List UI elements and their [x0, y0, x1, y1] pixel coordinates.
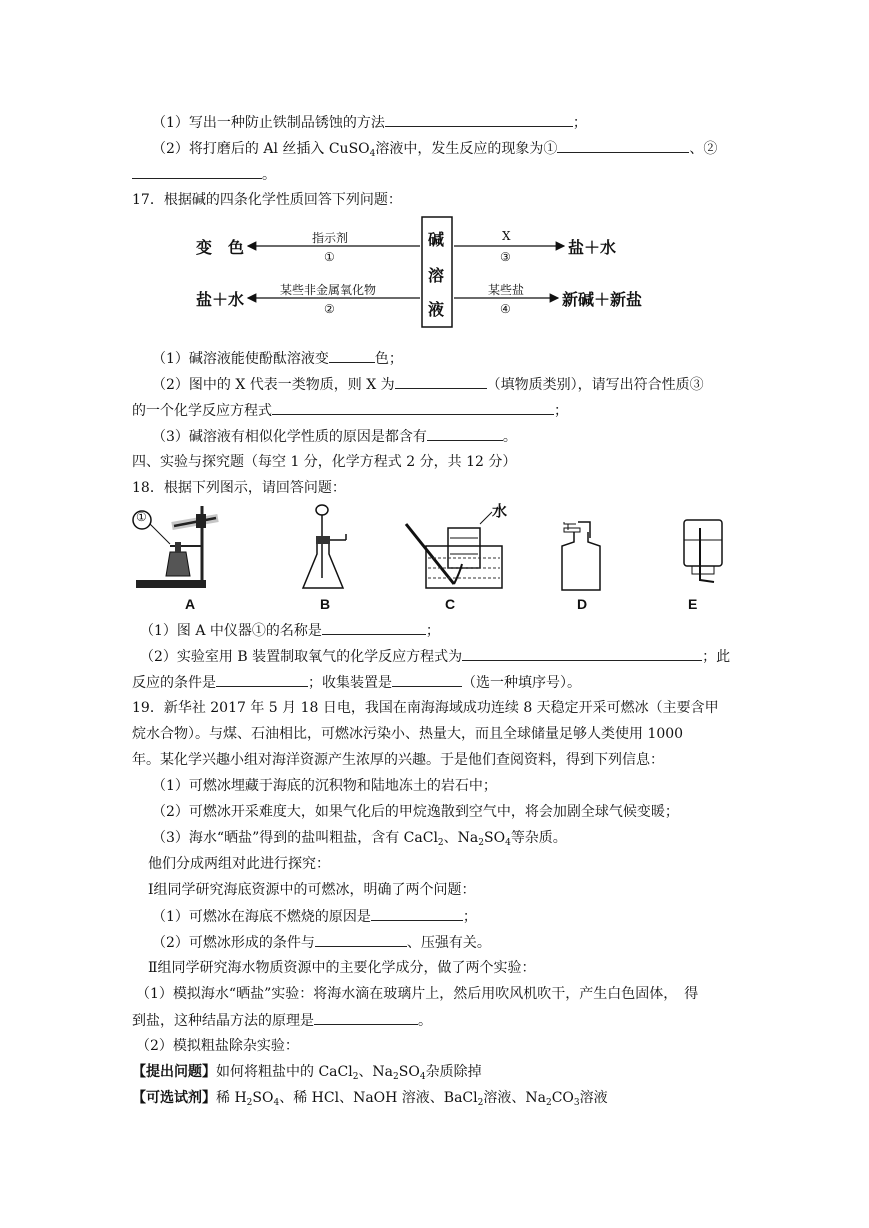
text: SO — [398, 1064, 420, 1080]
answer-blank[interactable] — [557, 138, 689, 153]
left-bottom-label: 某些非金属氧化物 — [280, 283, 377, 297]
label-b: B — [320, 596, 331, 612]
left-bottom-result: 盐＋水 — [196, 290, 245, 309]
label-d: D — [577, 596, 588, 612]
text: （1）可燃冰在海底不燃烧的原因是 — [152, 909, 371, 925]
base-properties-diagram — [190, 215, 650, 331]
apparatus-e — [680, 502, 730, 594]
q16-item2 — [152, 138, 717, 164]
label-e: E — [688, 596, 698, 612]
answer-blank[interactable] — [272, 400, 554, 415]
subscript: 2 — [393, 1072, 399, 1082]
text: 、Na — [358, 1064, 394, 1080]
q19-g1-q2 — [152, 932, 491, 953]
q18-item2-cont — [132, 672, 581, 693]
text: 等杂质。 — [510, 830, 567, 846]
q19-group-1: Ⅰ组同学研究海底资源中的可燃冰，明确了两个问题： — [148, 882, 476, 898]
answer-blank[interactable] — [216, 672, 308, 687]
right-top-label: X — [502, 229, 511, 243]
q19-info-3 — [152, 828, 567, 853]
q16-item2-cont — [132, 164, 276, 185]
text: SO — [252, 1090, 274, 1106]
q18-title: 18．根据下列图示，请回答问题： — [132, 480, 346, 496]
q19-intro-1: 19．新华社 2017 年 5 月 18 日电，我国在南海海域成功连续 8 天稳定开采可燃冰（主要含甲 — [132, 700, 719, 716]
q19-split: 他们分成两组对此进行探究： — [148, 856, 330, 872]
center-char-2: 溶 — [428, 266, 445, 285]
right-top-num: ③ — [500, 250, 511, 264]
left-top-result: 变 色 — [196, 238, 245, 257]
q17-item2-text-a: （2）图中的 X 代表一类物质，则 X 为 — [152, 377, 395, 393]
q19-g2-q2: （2）模拟粗盐除杂实验： — [136, 1038, 299, 1054]
q18-item1 — [140, 620, 440, 641]
q19-g1-q1 — [152, 906, 477, 927]
q16-item1-text: （1）写出一种防止铁制品锈蚀的方法 — [152, 115, 385, 131]
answer-blank[interactable] — [329, 348, 375, 363]
answer-blank[interactable] — [314, 1010, 418, 1025]
section-4-heading: 四、实验与探究题（每空 1 分，化学方程式 2 分，共 12 分） — [132, 454, 517, 470]
text: （2）可燃冰形成的条件与 — [152, 935, 315, 951]
text: 如何将粗盐中的 CaCl — [216, 1064, 353, 1080]
diagram-arrows — [190, 215, 650, 331]
center-char-1: 碱 — [428, 230, 445, 249]
answer-blank[interactable] — [132, 164, 262, 179]
right-top-result: 盐＋水 — [568, 238, 617, 257]
q17-item2-text-d: ； — [554, 403, 568, 419]
q18-item2-text-e: （选一种填序号）。 — [462, 675, 581, 691]
q19-group-2: Ⅱ组同学研究海水物质资源中的主要化学成分，做了两个实验： — [148, 960, 536, 976]
q19-info-1: （1）可燃冰埋藏于海底的沉积物和陆地冻土的岩石中； — [152, 778, 497, 794]
text: CO — [551, 1090, 574, 1106]
answer-blank[interactable] — [462, 646, 702, 661]
q19-info-2: （2）可燃冰开采难度大，如果气化后的甲烷逸散到空气中，将会加剧全球气候变暖； — [152, 804, 679, 820]
text: ； — [462, 909, 477, 925]
ask-label: 【提出问题】 — [132, 1064, 216, 1080]
q17-item1 — [152, 348, 403, 369]
q16-item1 — [152, 112, 587, 133]
subscript: 4 — [369, 149, 376, 159]
left-bottom-num: ② — [324, 302, 335, 316]
q19-ask — [132, 1062, 482, 1087]
subscript: 2 — [437, 838, 444, 848]
subscript: 2 — [478, 838, 484, 848]
q16-item2-text-c: 、② — [689, 141, 718, 157]
q18-item1-text-a: （1）图 A 中仪器①的名称是 — [140, 623, 322, 639]
water-label: 水 — [492, 502, 508, 520]
right-bottom-result: 新碱＋新盐 — [562, 290, 643, 309]
q18-item2-text-c: 反应的条件是 — [132, 675, 216, 691]
text: 、稀 HCl、NaOH 溶液、BaCl — [279, 1090, 478, 1106]
marker-1: ① — [136, 510, 147, 524]
text: 稀 H — [216, 1090, 247, 1106]
text: 、压强有关。 — [406, 935, 491, 951]
q18-item2-text-b: ；此 — [702, 649, 731, 665]
text: 溶液、Na — [483, 1090, 546, 1106]
q16-item2-text-a: （2）将打磨后的 Al 丝插入 CuSO — [152, 141, 370, 157]
q17-item1-text-a: （1）碱溶液能使酚酞溶液变 — [152, 351, 329, 367]
q17-item3-text-b: 。 — [502, 429, 517, 445]
q17-item2 — [152, 374, 704, 395]
q16-item2-text-b: 溶液中，发生反应的现象为① — [375, 141, 558, 157]
apparatus-b — [300, 502, 352, 594]
q17-item1-text-b: 色； — [374, 351, 403, 367]
text: 杂质除掉 — [425, 1064, 482, 1080]
subscript: 2 — [352, 1072, 359, 1082]
q19-intro-2: 烷水合物）。与煤、石油相比，可燃冰污染小、热量大，而且全球储量足够人类使用 1000 — [132, 726, 684, 742]
right-bottom-num: ④ — [500, 302, 511, 316]
text: 溶液 — [579, 1090, 608, 1106]
text: （3）海水“晒盐”得到的盐叫粗盐，含有 CaCl — [152, 830, 438, 846]
subscript: 2 — [477, 1098, 484, 1108]
subscript: 2 — [246, 1098, 253, 1108]
q18-item2-text-d: ；收集装置是 — [308, 675, 392, 691]
apparatus-d — [556, 502, 606, 594]
q17-item3-text-a: （3）碱溶液有相似化学性质的原因是都含有 — [152, 429, 427, 445]
subscript: 4 — [505, 838, 511, 848]
left-top-label: 指示剂 — [312, 231, 349, 245]
answer-blank[interactable] — [315, 932, 407, 947]
center-char-3: 液 — [428, 300, 445, 319]
q19-reagents — [132, 1088, 608, 1113]
subscript: 4 — [273, 1098, 280, 1108]
answer-blank[interactable] — [371, 906, 463, 921]
q17-title: 17．根据碱的四条化学性质回答下列问题： — [132, 192, 402, 208]
text: SO — [484, 830, 506, 846]
q18-item2-text-a: （2）实验室用 B 装置制取氧气的化学反应方程式为 — [140, 649, 463, 665]
answer-blank[interactable] — [385, 112, 573, 127]
text: 、Na — [443, 830, 479, 846]
label-a: A — [185, 596, 196, 612]
left-top-num: ① — [324, 250, 335, 264]
subscript: 2 — [545, 1098, 552, 1108]
q19-g2-q1-cont — [132, 1010, 432, 1031]
q17-item2-cont — [132, 400, 568, 421]
q16-item2-end: 。 — [262, 167, 276, 183]
right-bottom-label: 某些盐 — [488, 283, 525, 297]
subscript: 3 — [573, 1098, 580, 1108]
q18-item2 — [140, 646, 730, 667]
subscript: 4 — [419, 1072, 426, 1082]
answer-blank[interactable] — [392, 672, 462, 687]
text: 到盐，这种结晶方法的原理是 — [132, 1013, 314, 1029]
answer-blank[interactable] — [322, 620, 426, 635]
q17-item3 — [152, 426, 517, 447]
label-c: C — [445, 596, 456, 612]
q19-intro-3: 年。某化学兴趣小组对海洋资源产生浓厚的兴趣。于是他们查阅资料，得到下列信息： — [132, 752, 664, 768]
q17-item2-text-b: （填物质类别），请写出符合性质③ — [486, 377, 704, 393]
q17-item2-text-c: 的一个化学反应方程式 — [132, 403, 272, 419]
q18-item1-text-b: ； — [425, 623, 440, 639]
text: 。 — [418, 1013, 432, 1029]
reagents-label: 【可选试剂】 — [132, 1090, 216, 1106]
answer-blank[interactable] — [427, 426, 503, 441]
answer-blank[interactable] — [395, 374, 487, 389]
q19-g2-q1: （1）模拟海水“晒盐”实验：将海水滴在玻璃片上，然后用吹风机吹干，产生白色固体， 得 — [136, 986, 699, 1002]
q16-item1-end: ； — [572, 115, 587, 131]
